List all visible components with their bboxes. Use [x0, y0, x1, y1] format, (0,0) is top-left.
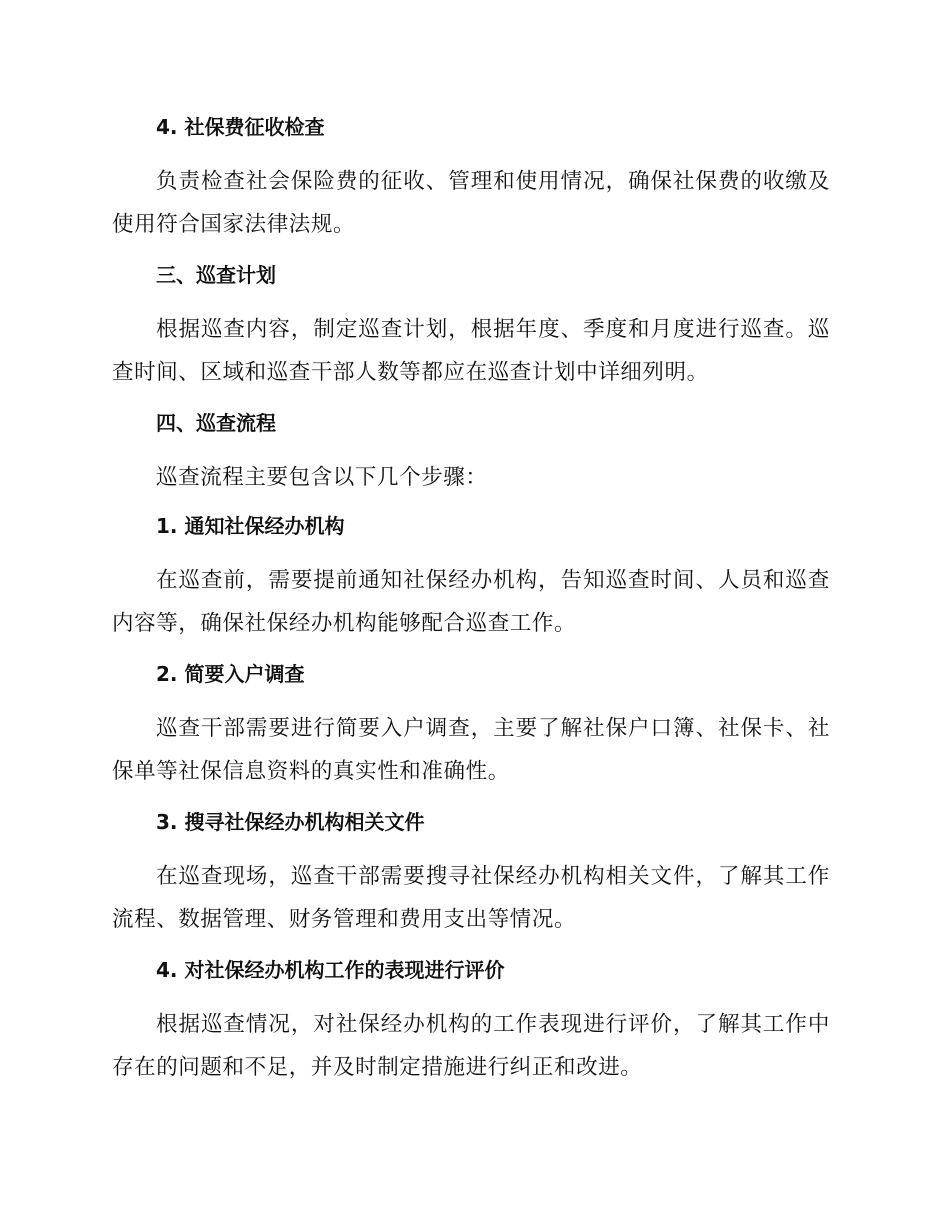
paragraph-search-documents: 在巡查现场，巡查干部需要搜寻社保经办机构相关文件，了解其工作流程、数据管理、财务管理和费用支出等情况。 [112, 864, 830, 932]
section-heading-inspection-plan: 三、巡查计划 [156, 263, 276, 287]
step-heading-notify-agency: 1. 通知社保经办机构 [156, 514, 345, 538]
step-heading-evaluate-performance: 4. 对社保经办机构工作的表现进行评价 [156, 958, 505, 982]
paragraph-notify-agency: 在巡查前，需要提前通知社保经办机构，告知巡查时间、人员和巡查内容等，确保社保经办机构能够配合巡查工作。 [112, 568, 830, 636]
paragraph-household-survey: 巡查干部需要进行简要入户调查，主要了解社保户口簿、社保卡、社保单等社保信息资料的真实性和准确性。 [112, 716, 830, 784]
paragraph-inspection-plan: 根据巡查内容，制定巡查计划，根据年度、季度和月度进行巡查。巡查时间、区域和巡查干部人数等都应在巡查计划中详细列明。 [112, 317, 830, 385]
paragraph-evaluate-performance: 根据巡查情况，对社保经办机构的工作表现进行评价，了解其工作中存在的问题和不足，并及时制定措施进行纠正和改进。 [112, 1012, 830, 1080]
section-heading-fee-collection-check: 4. 社保费征收检查 [156, 115, 325, 139]
section-heading-inspection-process: 四、巡查流程 [156, 411, 276, 435]
paragraph-inspection-process-intro: 巡查流程主要包含以下几个步骤： [156, 465, 488, 490]
paragraph-fee-collection-check: 负责检查社会保险费的征收、管理和使用情况，确保社保费的收缴及使用符合国家法律法规。 [112, 169, 830, 237]
document-page [112, 108, 830, 1099]
step-heading-household-survey: 2. 简要入户调查 [156, 662, 305, 686]
step-heading-search-documents: 3. 搜寻社保经办机构相关文件 [156, 810, 425, 834]
